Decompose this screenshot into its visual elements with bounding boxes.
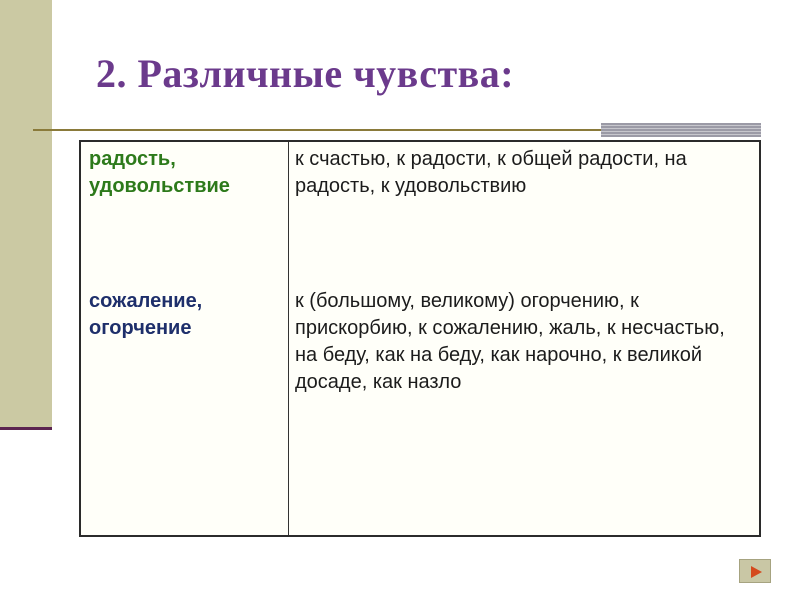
expressions-regret: к (большому, великому) огорчению, к прискорбию, к сожалению, жаль, к несчастью, на беду, как на беду, как нарочно, к великой досаде, как назло xyxy=(295,290,725,393)
column-divider xyxy=(288,142,289,535)
next-slide-button[interactable] xyxy=(739,559,771,583)
decorative-side-bar xyxy=(0,0,52,427)
expressions-table xyxy=(79,140,761,537)
slide-title: 2. Различные чувства: xyxy=(96,51,515,96)
play-arrow-icon xyxy=(751,566,762,578)
expressions-joy: к счастью, к радости, к общей радости, на радость, к удовольствию xyxy=(295,148,687,197)
feeling-term-regret: сожаление, огорчение xyxy=(89,290,203,339)
title-underline xyxy=(33,129,601,131)
feeling-term-joy: радость, удовольствие xyxy=(89,148,230,197)
decorative-side-line xyxy=(0,427,52,430)
decorative-striped-block xyxy=(601,123,761,137)
